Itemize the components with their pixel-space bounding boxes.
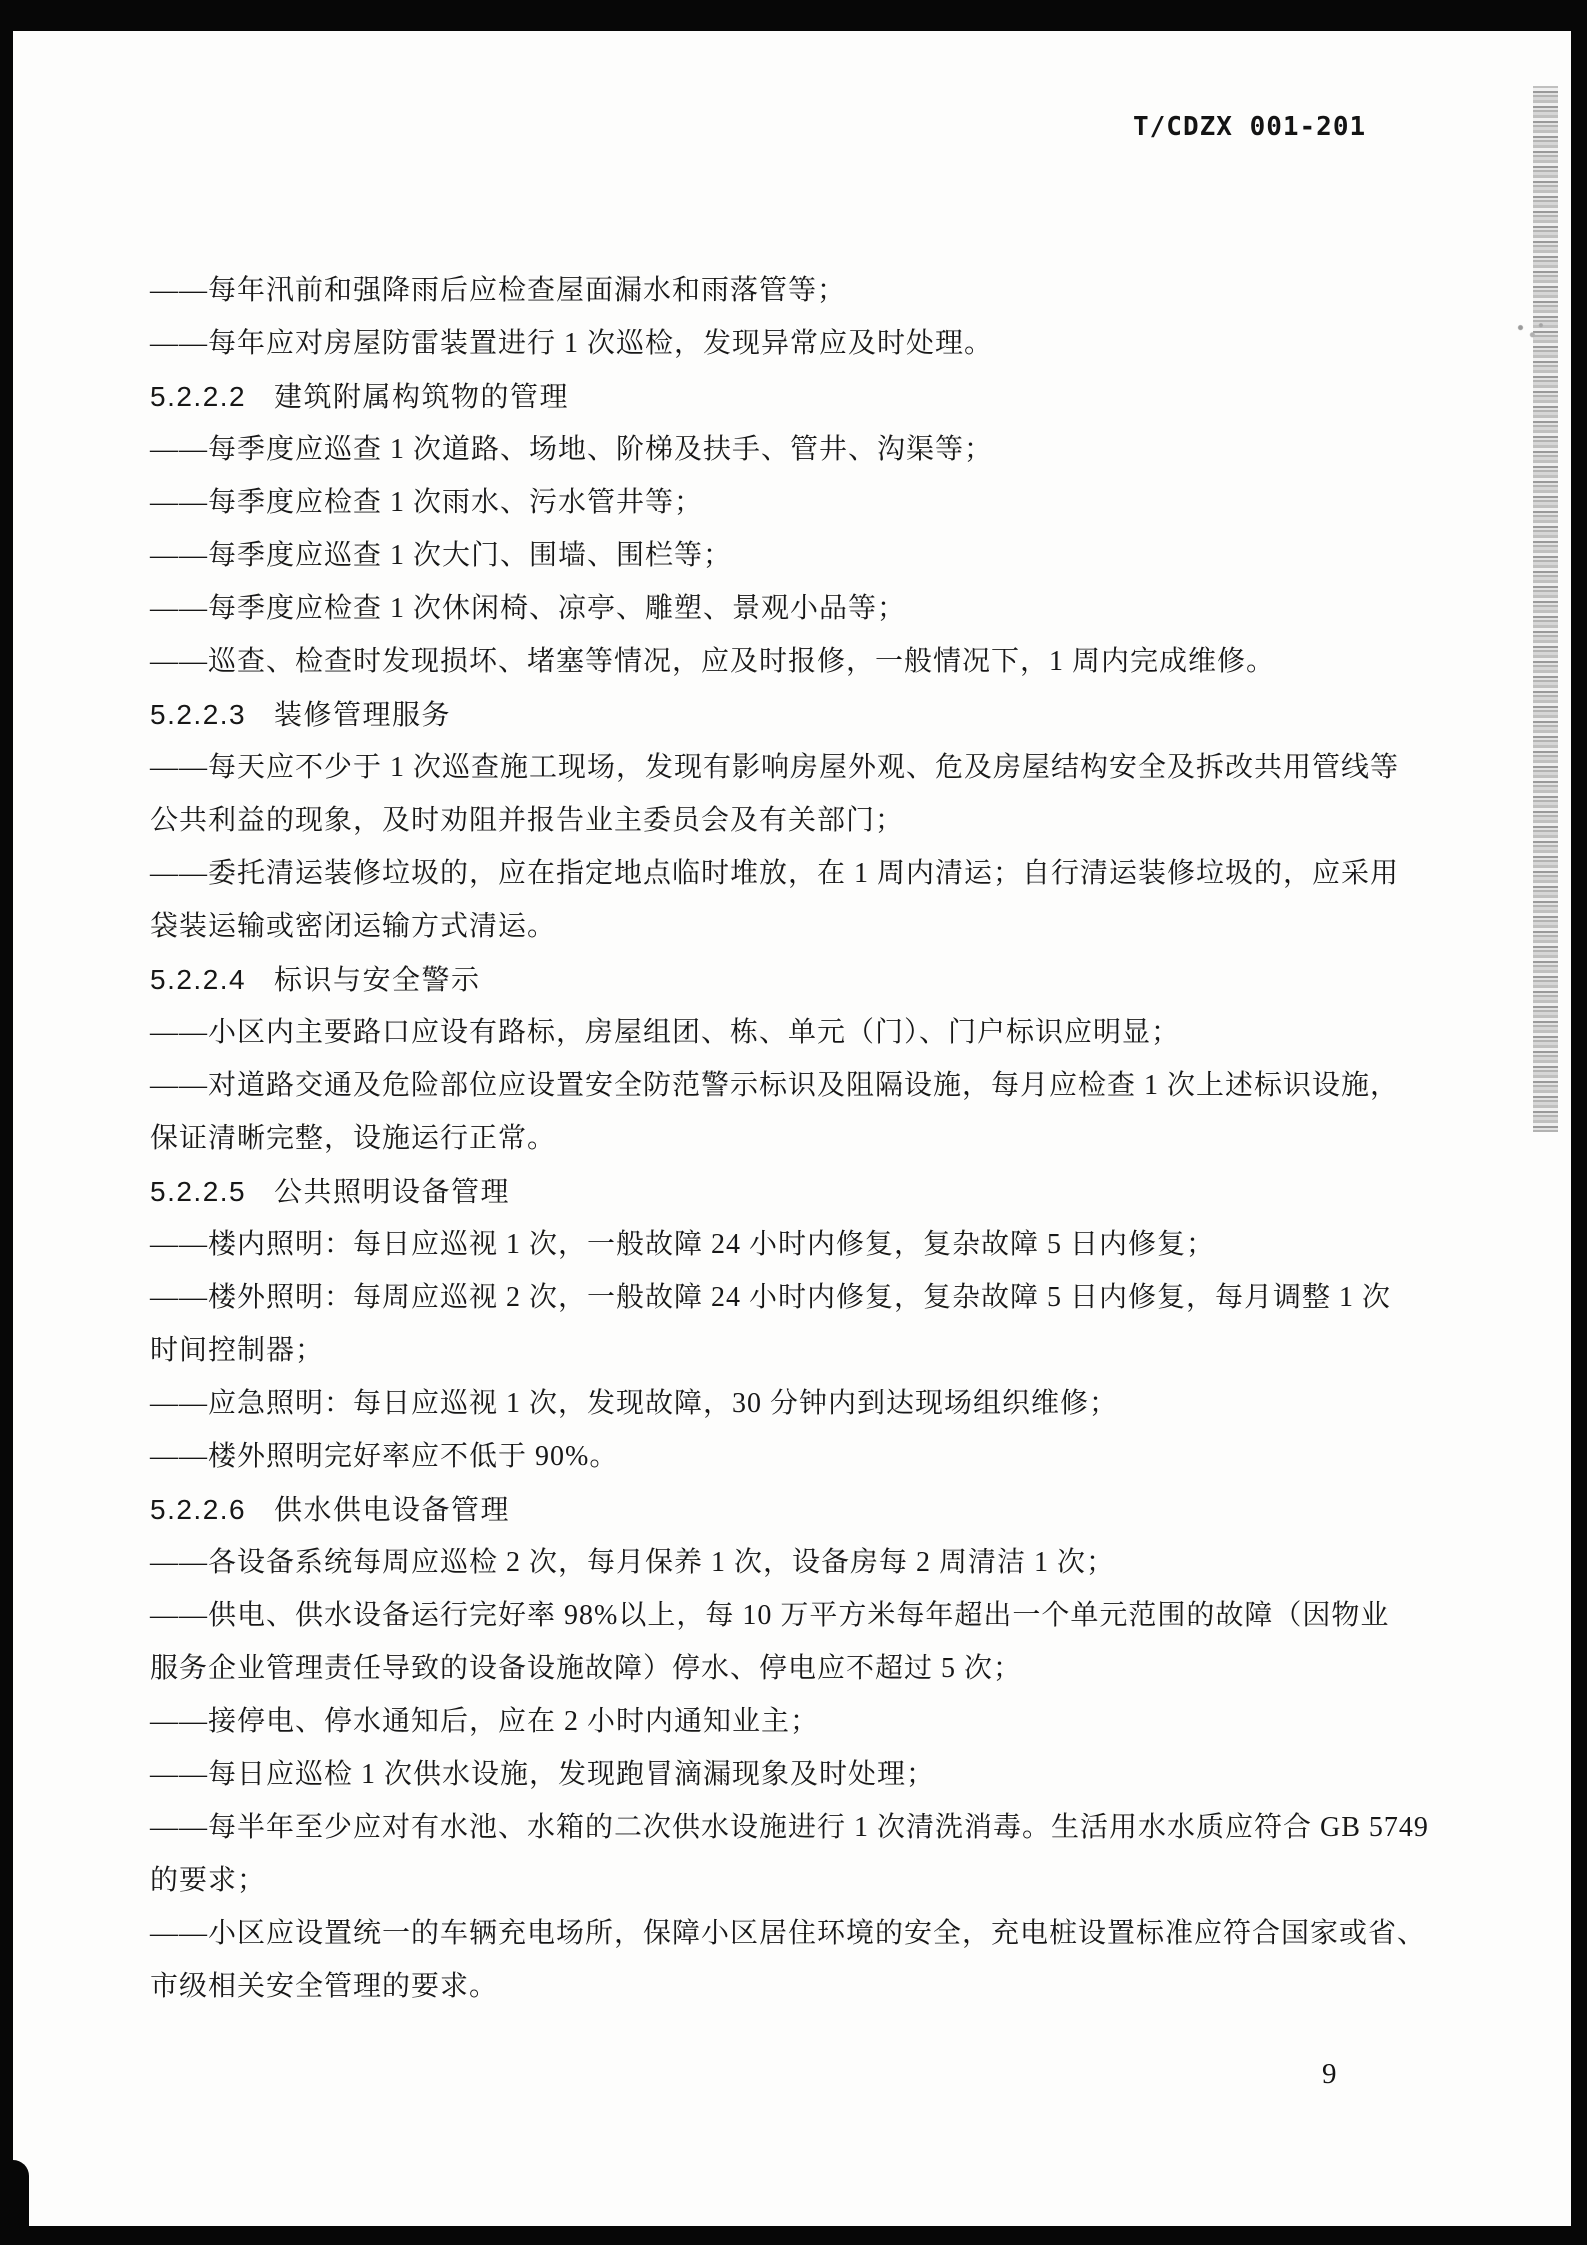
scan-border-left: [0, 0, 13, 2245]
text-line: ——每季度应检查 1 次雨水、污水管井等；: [150, 487, 704, 518]
text-line: ——接停电、停水通知后，应在 2 小时内通知业主；: [150, 1706, 820, 1737]
section-heading: 5.2.2.4 标识与安全警示: [150, 964, 481, 995]
scan-border-right: [1571, 0, 1587, 2245]
section-heading: 5.2.2.2 建筑附属构筑物的管理: [150, 381, 569, 412]
text-line: ——每季度应检查 1 次休闲椅、凉亭、雕塑、景观小品等；: [150, 593, 907, 624]
text-line: 市级相关安全管理的要求。: [150, 1971, 499, 2002]
text-line: 的要求；: [150, 1865, 267, 1896]
text-line: 保证清晰完整，设施运行正常。: [150, 1123, 557, 1154]
text-line: ——小区内主要路口应设有路标，房屋组团、栋、单元（门）、门户标识应明显；: [150, 1017, 1181, 1048]
text-line: 公共利益的现象，及时劝阻并报告业主委员会及有关部门；: [150, 805, 905, 836]
text-line: ——委托清运装修垃圾的，应在指定地点临时堆放，在 1 周内清运；自行清运装修垃圾的，应采用: [150, 858, 1400, 889]
section-heading: 5.2.2.3 装修管理服务: [150, 699, 451, 730]
section-heading: 5.2.2.6 供水供电设备管理: [150, 1494, 510, 1525]
document-body: [150, 264, 1480, 2013]
text-line: ——各设备系统每周应巡检 2 次，每月保养 1 次，设备房每 2 周清洁 1 次；: [150, 1547, 1116, 1578]
text-line: ——供电、供水设备运行完好率 98%以上，每 10 万平方米每年超出一个单元范围的故障（因物业: [150, 1600, 1390, 1631]
text-line: ——每半年至少应对有水池、水箱的二次供水设施进行 1 次清洗消毒。生活用水水质应符合 GB 5749: [150, 1812, 1429, 1843]
scan-noise-dots: [1512, 318, 1546, 342]
text-line: ——巡查、检查时发现损坏、堵塞等情况，应及时报修，一般情况下，1 周内完成维修。: [150, 646, 1276, 677]
text-line: ——每日应巡检 1 次供水设施，发现跑冒滴漏现象及时处理；: [150, 1759, 936, 1790]
text-line: ——每年汛前和强降雨后应检查屋面漏水和雨落管等；: [150, 275, 847, 306]
scan-noise-strip: [1533, 86, 1558, 1132]
text-line: 袋装运输或密闭运输方式清运。: [150, 911, 557, 942]
text-line: ——每季度应巡查 1 次大门、围墙、围栏等；: [150, 540, 733, 571]
text-line: ——每年应对房屋防雷装置进行 1 次巡检，发现异常应及时处理。: [150, 328, 994, 359]
section-heading: 5.2.2.5 公共照明设备管理: [150, 1176, 510, 1207]
text-line: ——应急照明：每日应巡视 1 次，发现故障，30 分钟内到达现场组织维修；: [150, 1388, 1119, 1419]
text-line: ——楼内照明：每日应巡视 1 次，一般故障 24 小时内修复，复杂故障 5 日内修复；: [150, 1229, 1216, 1260]
text-line: 服务企业管理责任导致的设备设施故障）停水、停电应不超过 5 次；: [150, 1653, 1023, 1684]
text-line: ——楼外照明完好率应不低于 90%。: [150, 1441, 619, 1472]
text-line: ——楼外照明：每周应巡视 2 次，一般故障 24 小时内修复，复杂故障 5 日内修复，每月调整 1 次: [150, 1282, 1392, 1313]
text-line: ——对道路交通及危险部位应设置安全防范警示标识及阻隔设施，每月应检查 1 次上述标识设施，: [150, 1070, 1400, 1101]
text-line: ——每天应不少于 1 次巡查施工现场，发现有影响房屋外观、危及房屋结构安全及拆改共用管线等: [150, 752, 1400, 783]
document-code: T/CDZX 001-201: [1133, 112, 1367, 142]
scan-border-bottom: [0, 2226, 1587, 2245]
text-line: 时间控制器；: [150, 1335, 325, 1366]
page-number: 9: [1322, 2058, 1337, 2090]
text-line: ——每季度应巡查 1 次道路、场地、阶梯及扶手、管井、沟渠等；: [150, 434, 994, 465]
scan-border-top: [0, 0, 1587, 31]
text-line: ——小区应设置统一的车辆充电场所，保障小区居住环境的安全，充电桩设置标准应符合国家或省、: [150, 1918, 1427, 1949]
scan-corner-artifact: [0, 2160, 29, 2245]
